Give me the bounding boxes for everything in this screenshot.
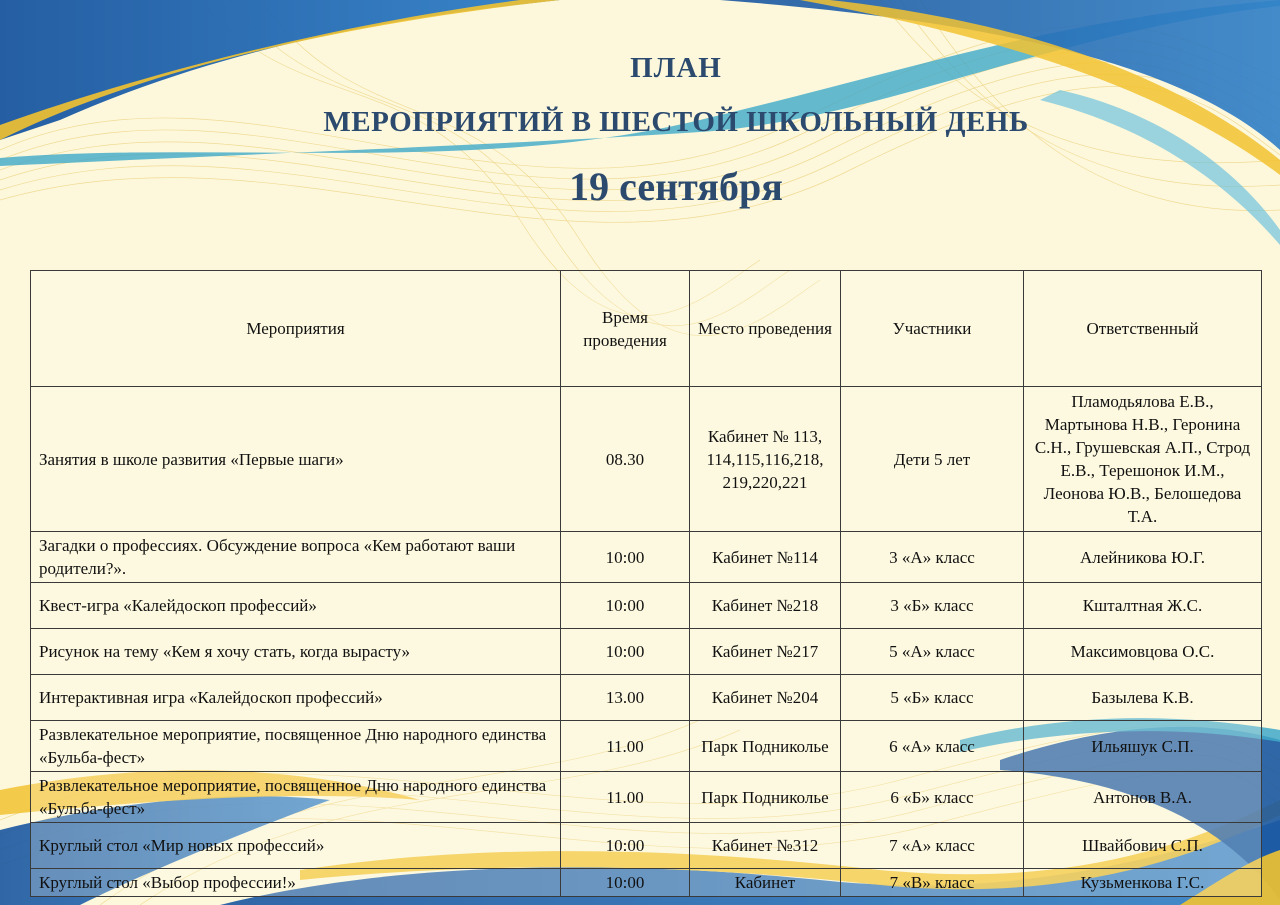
event-cell: Круглый стол «Выбор профессии!» xyxy=(31,869,561,897)
participants-cell: 5 «А» класс xyxy=(841,629,1024,675)
time-cell: 10:00 xyxy=(561,532,690,583)
table-row xyxy=(31,823,1262,869)
responsible-cell: Пламодьялова Е.В., Мартынова Н.В., Геронина С.Н., Грушевская А.П., Строд Е.В., Терешонок И.М., Леонова Ю.В., Белошедова Т.А. xyxy=(1024,387,1262,532)
event-cell: Загадки о профессиях. Обсуждение вопроса «Кем работают ваши родители?». xyxy=(31,532,561,583)
event-cell: Рисунок на тему «Кем я хочу стать, когда вырасту» xyxy=(31,629,561,675)
time-cell: 10:00 xyxy=(561,583,690,629)
time-cell: 08.30 xyxy=(561,387,690,532)
time-cell: 10:00 xyxy=(561,629,690,675)
events-table xyxy=(30,270,1262,897)
participants-cell: Дети 5 лет xyxy=(841,387,1024,532)
responsible-cell: Ильяшук С.П. xyxy=(1024,721,1262,772)
participants-cell: 7 «В» класс xyxy=(841,869,1024,897)
responsible-cell: Алейникова Ю.Г. xyxy=(1024,532,1262,583)
time-cell: 10:00 xyxy=(561,869,690,897)
time-cell: 10:00 xyxy=(561,823,690,869)
event-cell: Круглый стол «Мир новых профессий» xyxy=(31,823,561,869)
place-cell: Кабинет №114 xyxy=(690,532,841,583)
place-cell: Кабинет № 113, 114,115,116,218, 219,220,221 xyxy=(690,387,841,532)
header-responsible: Ответственный xyxy=(1024,271,1262,387)
responsible-cell: Максимовцова О.С. xyxy=(1024,629,1262,675)
place-cell: Парк Подниколье xyxy=(690,772,841,823)
title-line-2: МЕРОПРИЯТИЙ В ШЕСТОЙ ШКОЛЬНЫЙ ДЕНЬ xyxy=(323,106,1029,138)
table-row xyxy=(31,532,1262,583)
place-cell: Кабинет xyxy=(690,869,841,897)
header-time: Время проведения xyxy=(561,271,690,387)
place-cell: Кабинет №217 xyxy=(690,629,841,675)
participants-cell: 6 «А» класс xyxy=(841,721,1024,772)
event-cell: Квест-игра «Калейдоскоп профессий» xyxy=(31,583,561,629)
event-cell: Развлекательное мероприятие, посвященное Дню народного единства «Бульба-фест» xyxy=(31,772,561,823)
table-row xyxy=(31,629,1262,675)
table-row xyxy=(31,772,1262,823)
time-cell: 11.00 xyxy=(561,772,690,823)
participants-cell: 3 «Б» класс xyxy=(841,583,1024,629)
responsible-cell: Антонов В.А. xyxy=(1024,772,1262,823)
event-cell: Развлекательное мероприятие, посвященное Дню народного единства «Бульба-фест» xyxy=(31,721,561,772)
header-place: Место проведения xyxy=(690,271,841,387)
participants-cell: 5 «Б» класс xyxy=(841,675,1024,721)
table-header-row xyxy=(31,271,1262,387)
table-row xyxy=(31,675,1262,721)
event-date: 19 сентября xyxy=(569,164,783,209)
place-cell: Кабинет №312 xyxy=(690,823,841,869)
responsible-cell: Кшталтная Ж.С. xyxy=(1024,583,1262,629)
event-cell: Интерактивная игра «Калейдоскоп профессий» xyxy=(31,675,561,721)
header-participants: Участники xyxy=(841,271,1024,387)
responsible-cell: Кузьменкова Г.С. xyxy=(1024,869,1262,897)
header-events: Мероприятия xyxy=(31,271,561,387)
responsible-cell: Базылева К.В. xyxy=(1024,675,1262,721)
table-row xyxy=(31,721,1262,772)
time-cell: 11.00 xyxy=(561,721,690,772)
participants-cell: 3 «А» класс xyxy=(841,532,1024,583)
responsible-cell: Швайбович С.П. xyxy=(1024,823,1262,869)
event-cell: Занятия в школе развития «Первые шаги» xyxy=(31,387,561,532)
participants-cell: 7 «А» класс xyxy=(841,823,1024,869)
place-cell: Кабинет №204 xyxy=(690,675,841,721)
table-row xyxy=(31,869,1262,897)
table-row xyxy=(31,387,1262,532)
place-cell: Кабинет №218 xyxy=(690,583,841,629)
place-cell: Парк Подниколье xyxy=(690,721,841,772)
table-row xyxy=(31,583,1262,629)
participants-cell: 6 «Б» класс xyxy=(841,772,1024,823)
title-line-1: ПЛАН xyxy=(630,52,722,84)
time-cell: 13.00 xyxy=(561,675,690,721)
